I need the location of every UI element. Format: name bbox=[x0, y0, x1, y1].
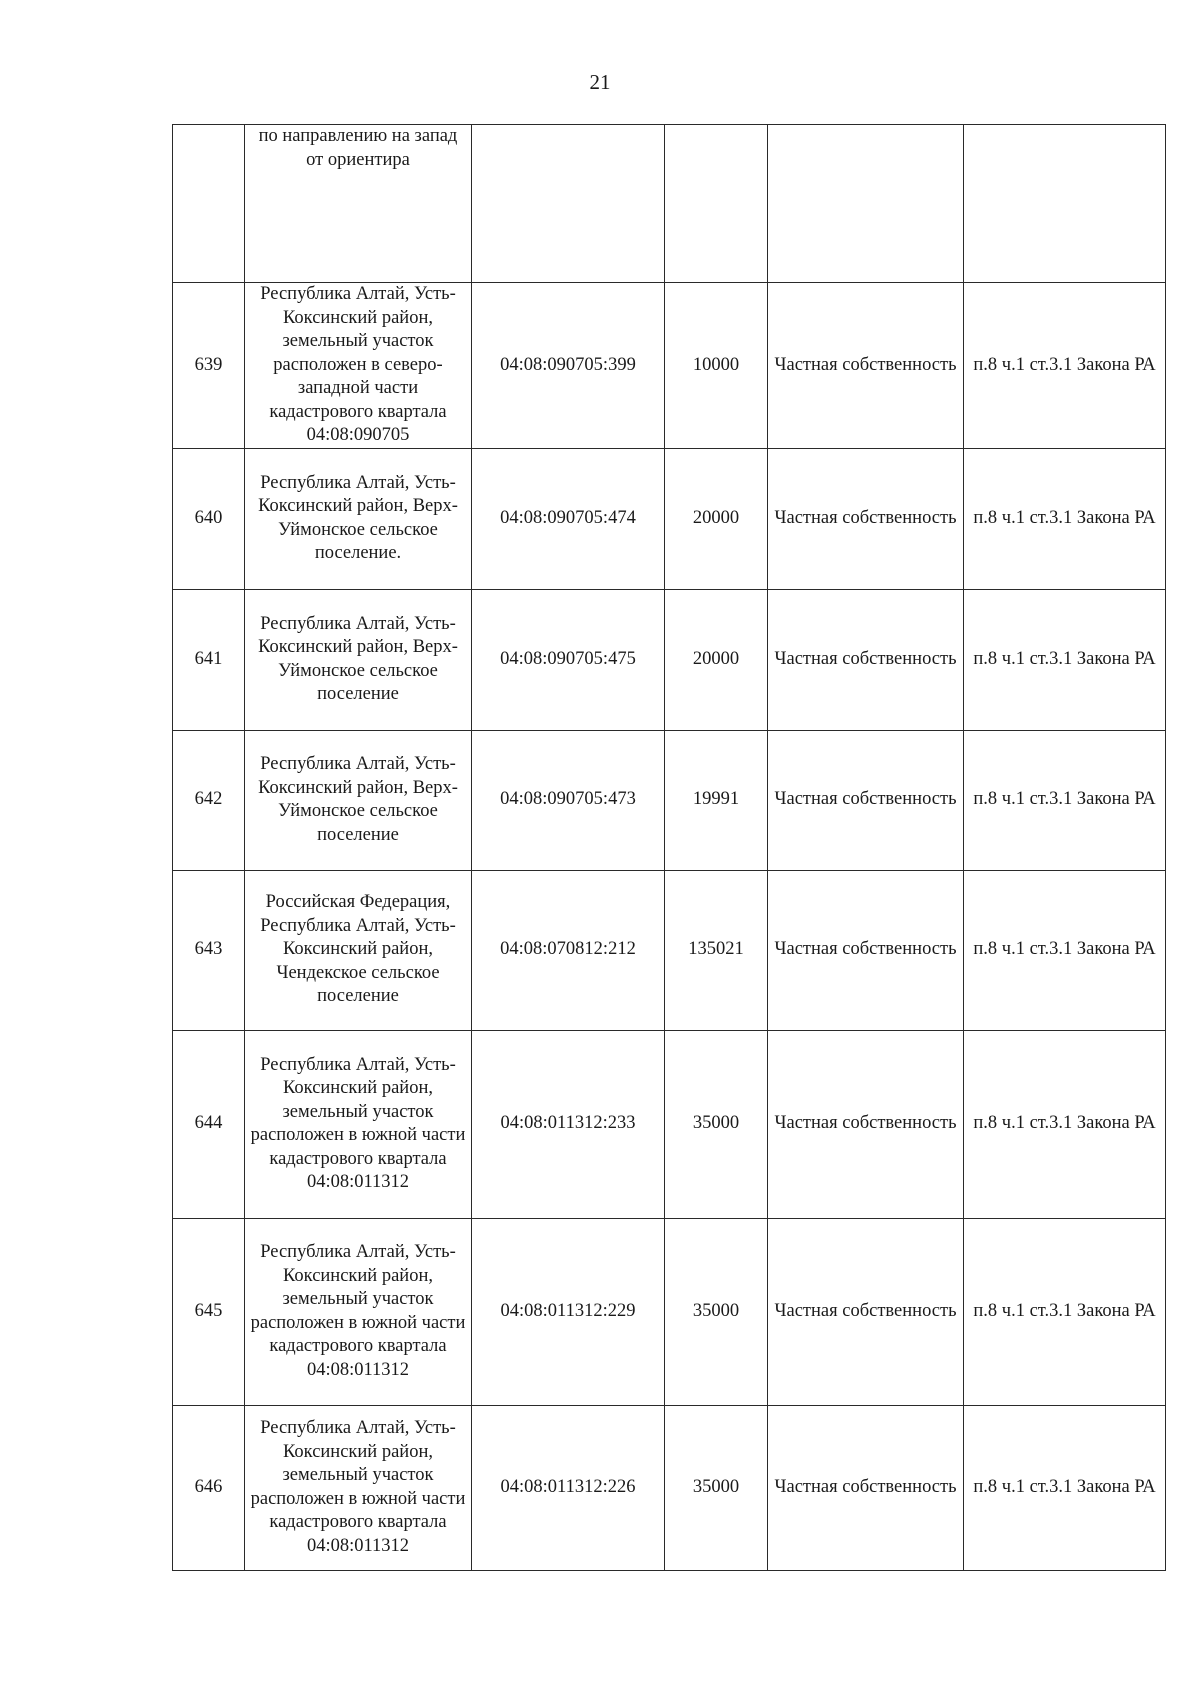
cadastral-cell: 04:08:011312:226 bbox=[472, 1405, 665, 1570]
ownership-cell: Частная собственность bbox=[768, 283, 964, 449]
ownership-cell bbox=[768, 125, 964, 283]
cadastral-cell bbox=[472, 125, 665, 283]
area-cell: 35000 bbox=[665, 1030, 768, 1218]
ownership-cell: Частная собственность bbox=[768, 1218, 964, 1405]
num-cell: 641 bbox=[173, 589, 245, 730]
basis-cell: п.8 ч.1 ст.3.1 Закона РА bbox=[964, 283, 1166, 449]
num-cell: 640 bbox=[173, 448, 245, 589]
land-plot-table bbox=[172, 124, 1166, 1571]
basis-cell: п.8 ч.1 ст.3.1 Закона РА bbox=[964, 1218, 1166, 1405]
address-cell: Республика Алтай, Усть-Коксинский район, Верх-Уймонское сельское поселение. bbox=[245, 448, 472, 589]
area-cell bbox=[665, 125, 768, 283]
num-cell: 646 bbox=[173, 1405, 245, 1570]
continuation-row bbox=[173, 125, 1166, 283]
table-row bbox=[173, 1405, 1166, 1570]
ownership-cell: Частная собственность bbox=[768, 730, 964, 870]
address-cell: по направлению на запад от ориентира bbox=[245, 125, 472, 283]
address-cell: Республика Алтай, Усть-Коксинский район, Верх-Уймонское сельское поселение bbox=[245, 730, 472, 870]
ownership-cell: Частная собственность bbox=[768, 1030, 964, 1218]
ownership-cell: Частная собственность bbox=[768, 589, 964, 730]
table-row bbox=[173, 730, 1166, 870]
area-cell: 35000 bbox=[665, 1218, 768, 1405]
address-cell: Российская Федерация, Республика Алтай, Усть-Коксинский район, Чендекское сельское поселение bbox=[245, 870, 472, 1030]
table-row bbox=[173, 283, 1166, 449]
num-cell: 642 bbox=[173, 730, 245, 870]
area-cell: 20000 bbox=[665, 589, 768, 730]
cadastral-cell: 04:08:090705:474 bbox=[472, 448, 665, 589]
basis-cell: п.8 ч.1 ст.3.1 Закона РА bbox=[964, 1030, 1166, 1218]
area-cell: 20000 bbox=[665, 448, 768, 589]
area-cell: 19991 bbox=[665, 730, 768, 870]
cadastral-cell: 04:08:090705:475 bbox=[472, 589, 665, 730]
table-row bbox=[173, 1218, 1166, 1405]
cadastral-cell: 04:08:090705:473 bbox=[472, 730, 665, 870]
num-cell: 639 bbox=[173, 283, 245, 449]
ownership-cell: Частная собственность bbox=[768, 448, 964, 589]
area-cell: 135021 bbox=[665, 870, 768, 1030]
num-cell: 643 bbox=[173, 870, 245, 1030]
cadastral-cell: 04:08:070812:212 bbox=[472, 870, 665, 1030]
address-cell: Республика Алтай, Усть-Коксинский район, земельный участок расположен в южной части кадастрового квартала 04:08:011312 bbox=[245, 1218, 472, 1405]
num-cell: 645 bbox=[173, 1218, 245, 1405]
ownership-cell: Частная собственность bbox=[768, 1405, 964, 1570]
area-cell: 10000 bbox=[665, 283, 768, 449]
table-row bbox=[173, 589, 1166, 730]
basis-cell: п.8 ч.1 ст.3.1 Закона РА bbox=[964, 589, 1166, 730]
basis-cell: п.8 ч.1 ст.3.1 Закона РА bbox=[964, 870, 1166, 1030]
basis-cell bbox=[964, 125, 1166, 283]
basis-cell: п.8 ч.1 ст.3.1 Закона РА bbox=[964, 730, 1166, 870]
address-cell: Республика Алтай, Усть-Коксинский район, Верх-Уймонское сельское поселение bbox=[245, 589, 472, 730]
table-row bbox=[173, 448, 1166, 589]
ownership-cell: Частная собственность bbox=[768, 870, 964, 1030]
cadastral-cell: 04:08:011312:229 bbox=[472, 1218, 665, 1405]
num-cell: 644 bbox=[173, 1030, 245, 1218]
table-row bbox=[173, 870, 1166, 1030]
table-row bbox=[173, 1030, 1166, 1218]
cadastral-cell: 04:08:011312:233 bbox=[472, 1030, 665, 1218]
area-cell: 35000 bbox=[665, 1405, 768, 1570]
address-cell: Республика Алтай, Усть-Коксинский район, земельный участок расположен в северо-западной части кадастрового квартала 04:08:090705 bbox=[245, 283, 472, 449]
cadastral-cell: 04:08:090705:399 bbox=[472, 283, 665, 449]
page-number: 21 bbox=[589, 70, 611, 94]
basis-cell: п.8 ч.1 ст.3.1 Закона РА bbox=[964, 1405, 1166, 1570]
num-cell bbox=[173, 125, 245, 283]
basis-cell: п.8 ч.1 ст.3.1 Закона РА bbox=[964, 448, 1166, 589]
address-cell: Республика Алтай, Усть-Коксинский район, земельный участок расположен в южной части кадастрового квартала 04:08:011312 bbox=[245, 1405, 472, 1570]
address-cell: Республика Алтай, Усть-Коксинский район, земельный участок расположен в южной части кадастрового квартала 04:08:011312 bbox=[245, 1030, 472, 1218]
